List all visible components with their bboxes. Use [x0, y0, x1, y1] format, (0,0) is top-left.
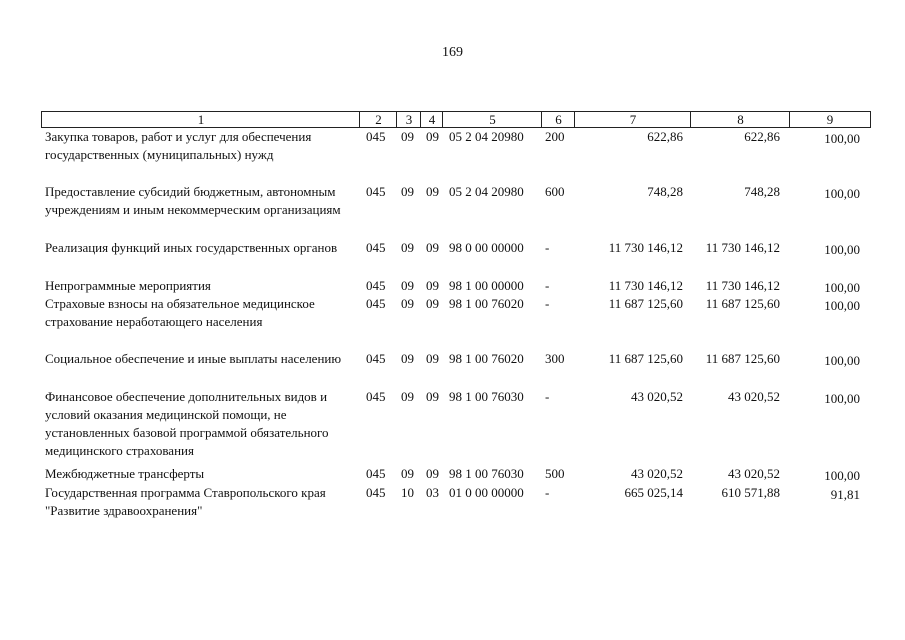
row-expense-type: 500: [545, 466, 565, 481]
row-target-article: 98 1 00 76020: [449, 296, 524, 311]
row-grbs: 045: [366, 296, 386, 311]
row-name: Закупка товаров, работ и услуг для обеспечения государственных (муниципальных) нужд: [45, 129, 312, 162]
row-col7-value: 11 730 146,12: [608, 240, 683, 255]
row-col9-value: 100,00: [824, 391, 860, 406]
row-col8-value: 610 571,88: [721, 485, 780, 500]
row-grbs: 045: [366, 389, 386, 404]
row-razdel: 09: [401, 184, 414, 199]
row-expense-type: 600: [545, 184, 565, 199]
row-expense-type: -: [545, 389, 550, 404]
row-razdel: 09: [401, 278, 414, 293]
row-col7-value: 43 020,52: [631, 466, 683, 481]
row-target-article: 98 1 00 76030: [449, 466, 524, 481]
row-col8-value: 43 020,52: [728, 466, 780, 481]
row-col8-value: 11 687 125,60: [705, 351, 780, 366]
header-col-7: 7: [574, 111, 691, 128]
row-podrazdel: 09: [426, 129, 439, 144]
row-podrazdel: 09: [426, 184, 439, 199]
row-col9-value: 91,81: [830, 487, 860, 502]
row-col8-value: 748,28: [744, 184, 780, 199]
header-col-3: 3: [396, 111, 421, 128]
row-podrazdel: 09: [426, 296, 439, 311]
row-podrazdel: 09: [426, 466, 439, 481]
row-target-article: 98 1 00 76020: [449, 351, 524, 366]
row-name: Финансовое обеспечение дополнительных видов и условий оказания медицинской помощи, не установленных базовой программой обязательного медицинского страхования: [45, 389, 329, 458]
row-podrazdel: 03: [426, 485, 439, 500]
row-expense-type: -: [545, 485, 550, 500]
row-col8-value: 43 020,52: [728, 389, 780, 404]
row-col9-value: 100,00: [824, 131, 860, 146]
row-target-article: 98 0 00 00000: [449, 240, 524, 255]
row-col8-value: 11 730 146,12: [705, 278, 780, 293]
row-grbs: 045: [366, 351, 386, 366]
row-razdel: 09: [401, 240, 414, 255]
row-razdel: 09: [401, 351, 414, 366]
row-name: Государственная программа Ставропольского края "Развитие здравоохранения": [45, 485, 326, 518]
row-col7-value: 622,86: [647, 129, 683, 144]
header-col-9: 9: [789, 111, 871, 128]
row-razdel: 09: [401, 389, 414, 404]
header-col-1: 1: [41, 111, 360, 128]
row-razdel: 09: [401, 296, 414, 311]
header-col-2: 2: [359, 111, 397, 128]
row-target-article: 98 1 00 00000: [449, 278, 524, 293]
row-col8-value: 622,86: [744, 129, 780, 144]
row-name: Межбюджетные трансферты: [45, 466, 205, 481]
row-col7-value: 11 687 125,60: [608, 351, 683, 366]
header-col-8: 8: [690, 111, 790, 128]
row-grbs: 045: [366, 129, 386, 144]
header-col-4: 4: [420, 111, 443, 128]
row-col9-value: 100,00: [824, 186, 860, 201]
row-col7-value: 11 730 146,12: [608, 278, 683, 293]
row-grbs: 045: [366, 466, 386, 481]
row-col8-value: 11 730 146,12: [705, 240, 780, 255]
row-podrazdel: 09: [426, 278, 439, 293]
row-col7-value: 748,28: [647, 184, 683, 199]
row-podrazdel: 09: [426, 351, 439, 366]
row-col9-value: 100,00: [824, 298, 860, 313]
row-expense-type: -: [545, 278, 550, 293]
row-expense-type: 200: [545, 129, 565, 144]
row-target-article: 05 2 04 20980: [449, 129, 524, 144]
row-col7-value: 665 025,14: [624, 485, 683, 500]
row-name: Предоставление субсидий бюджетным, автономным учреждениям и иным некоммерческим организациям: [45, 184, 341, 217]
row-grbs: 045: [366, 184, 386, 199]
header-col-5: 5: [442, 111, 542, 128]
row-expense-type: 300: [545, 351, 565, 366]
row-col9-value: 100,00: [824, 468, 860, 483]
row-grbs: 045: [366, 485, 386, 500]
row-grbs: 045: [366, 240, 386, 255]
row-col9-value: 100,00: [824, 353, 860, 368]
row-podrazdel: 09: [426, 389, 439, 404]
row-col9-value: 100,00: [824, 242, 860, 257]
row-name: Реализация функций иных государственных органов: [45, 240, 338, 255]
row-col8-value: 11 687 125,60: [705, 296, 780, 311]
row-grbs: 045: [366, 278, 386, 293]
row-target-article: 05 2 04 20980: [449, 184, 524, 199]
row-razdel: 09: [401, 466, 414, 481]
row-name: Страховые взносы на обязательное медицинское страхование неработающего населения: [45, 296, 315, 329]
table-header: [41, 111, 870, 128]
row-razdel: 09: [401, 129, 414, 144]
row-name: Социальное обеспечение и иные выплаты населению: [45, 351, 342, 366]
row-razdel: 10: [401, 485, 414, 500]
row-col9-value: 100,00: [824, 280, 860, 295]
row-expense-type: -: [545, 240, 550, 255]
row-name: Непрограммные мероприятия: [45, 278, 211, 293]
row-target-article: 98 1 00 76030: [449, 389, 524, 404]
row-col7-value: 43 020,52: [631, 389, 683, 404]
row-podrazdel: 09: [426, 240, 439, 255]
header-col-6: 6: [541, 111, 575, 128]
row-expense-type: -: [545, 296, 550, 311]
row-target-article: 01 0 00 00000: [449, 485, 524, 500]
page-number: 169: [442, 45, 463, 60]
row-col7-value: 11 687 125,60: [608, 296, 683, 311]
